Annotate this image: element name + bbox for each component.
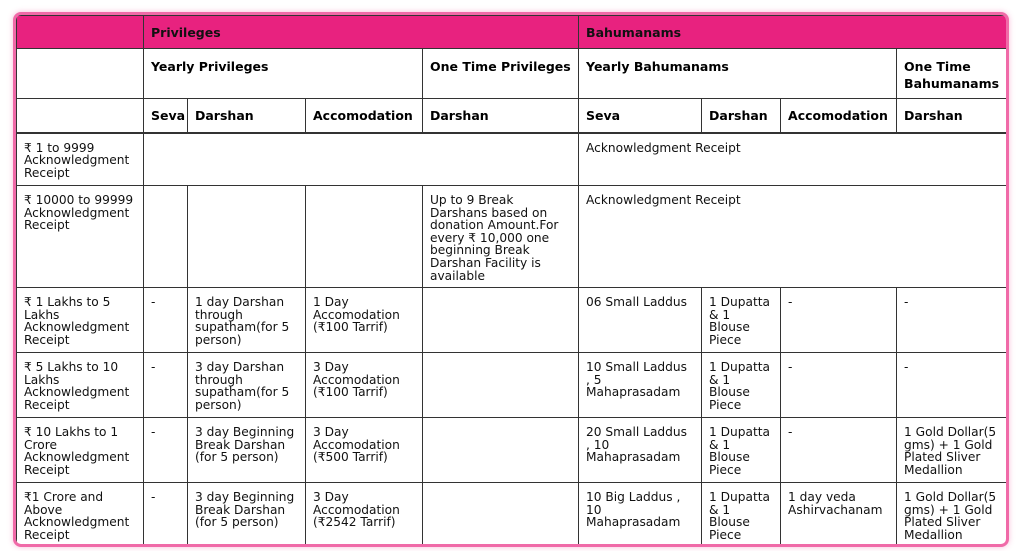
darshan-cell: 3 day Darshan through supatham(for 5 person)	[188, 353, 306, 418]
privileges-header: Privileges	[144, 16, 579, 49]
seva-cell: -	[144, 483, 188, 548]
col-b-seva: Seva	[579, 99, 702, 133]
ot-darshan-cell	[423, 483, 579, 548]
yearly-privileges-header: Yearly Privileges	[144, 49, 423, 99]
bahumanam-span-cell: Acknowledgment Receipt	[579, 133, 1007, 186]
b-accomodation-cell: -	[781, 288, 897, 353]
col-b-darshan: Darshan	[702, 99, 781, 133]
b-darshan-cell: 1 Dupatta & 1 Blouse Piece	[702, 418, 781, 483]
column-header-blank	[17, 99, 144, 133]
group-header-row	[17, 16, 1007, 49]
subheader-blank-cell	[17, 49, 144, 99]
b-accomodation-cell: -	[781, 418, 897, 483]
table-frame	[13, 12, 1009, 547]
b-ot-darshan-cell: -	[897, 353, 1007, 418]
darshan-cell: 3 day Beginning Break Darshan (for 5 person)	[188, 418, 306, 483]
ot-darshan-cell: Up to 9 Break Darshans based on donation Amount.For every ₹ 10,000 one beginning Break Darshan Facility is available	[423, 186, 579, 288]
b-accomodation-cell: 1 day veda Ashirvachanam	[781, 483, 897, 548]
header-blank-cell	[17, 16, 144, 49]
b-ot-darshan-cell: 1 Gold Dollar(5 gms) + 1 Gold Plated Sliver Medallion	[897, 483, 1007, 548]
ot-darshan-cell	[423, 353, 579, 418]
ot-darshan-cell	[423, 288, 579, 353]
bahumanam-span-cell: Acknowledgment Receipt	[579, 186, 1007, 288]
one-time-privileges-header: One Time Privileges	[423, 49, 579, 99]
seva-cell: -	[144, 353, 188, 418]
accomodation-cell: 3 Day Accomodation (₹2542 Tarrif)	[306, 483, 423, 548]
b-darshan-cell: 1 Dupatta & 1 Blouse Piece	[702, 288, 781, 353]
row-label: ₹ 5 Lakhs to 10 Lakhs Acknowledgment Receipt	[17, 353, 144, 418]
b-seva-cell: 20 Small Laddus , 10 Mahaprasadam	[579, 418, 702, 483]
table-row	[17, 133, 1007, 186]
bahumanams-header: Bahumanams	[579, 16, 1007, 49]
row-label: ₹ 1 to 9999 Acknowledgment Receipt	[17, 133, 144, 186]
b-ot-darshan-cell: 1 Gold Dollar(5 gms) + 1 Gold Plated Sliver Medallion	[897, 418, 1007, 483]
col-ot-darshan: Darshan	[423, 99, 579, 133]
darshan-cell: 3 day Beginning Break Darshan (for 5 person)	[188, 483, 306, 548]
seva-cell: -	[144, 418, 188, 483]
table-row	[17, 186, 1007, 288]
b-ot-darshan-cell: -	[897, 288, 1007, 353]
b-accomodation-cell: -	[781, 353, 897, 418]
table-row	[17, 483, 1007, 548]
b-seva-cell: 06 Small Laddus	[579, 288, 702, 353]
subgroup-header-row	[17, 49, 1007, 99]
accomodation-cell: 3 Day Accomodation (₹500 Tarrif)	[306, 418, 423, 483]
seva-cell: -	[144, 288, 188, 353]
b-darshan-cell: 1 Dupatta & 1 Blouse Piece	[702, 353, 781, 418]
privileges-empty-cell	[144, 133, 579, 186]
b-darshan-cell: 1 Dupatta & 1 Blouse Piece	[702, 483, 781, 548]
one-time-bahumanams-header: One Time Bahumanams	[897, 49, 1007, 99]
column-header-row	[17, 99, 1007, 133]
col-seva: Seva	[144, 99, 188, 133]
col-darshan: Darshan	[188, 99, 306, 133]
accomodation-cell: 1 Day Accomodation (₹100 Tarrif)	[306, 288, 423, 353]
table-row	[17, 288, 1007, 353]
col-b-ot-darshan: Darshan	[897, 99, 1007, 133]
row-label: ₹ 10 Lakhs to 1 Crore Acknowledgment Receipt	[17, 418, 144, 483]
table-row	[17, 418, 1007, 483]
row-label: ₹ 10000 to 99999 Acknowledgment Receipt	[17, 186, 144, 288]
darshan-cell: 1 day Darshan through supatham(for 5 person)	[188, 288, 306, 353]
ot-darshan-cell	[423, 418, 579, 483]
col-accomodation: Accomodation	[306, 99, 423, 133]
accomodation-cell: 3 Day Accomodation (₹100 Tarrif)	[306, 353, 423, 418]
row-label: ₹1 Crore and Above Acknowledgment Receipt	[17, 483, 144, 548]
privileges-table	[16, 15, 1007, 547]
b-seva-cell: 10 Big Laddus , 10 Mahaprasadam	[579, 483, 702, 548]
darshan-cell	[188, 186, 306, 288]
accomodation-cell	[306, 186, 423, 288]
col-b-accomodation: Accomodation	[781, 99, 897, 133]
yearly-bahumanams-header: Yearly Bahumanams	[579, 49, 897, 99]
row-label: ₹ 1 Lakhs to 5 Lakhs Acknowledgment Receipt	[17, 288, 144, 353]
table-row	[17, 353, 1007, 418]
b-seva-cell: 10 Small Laddus , 5 Mahaprasadam	[579, 353, 702, 418]
seva-cell	[144, 186, 188, 288]
